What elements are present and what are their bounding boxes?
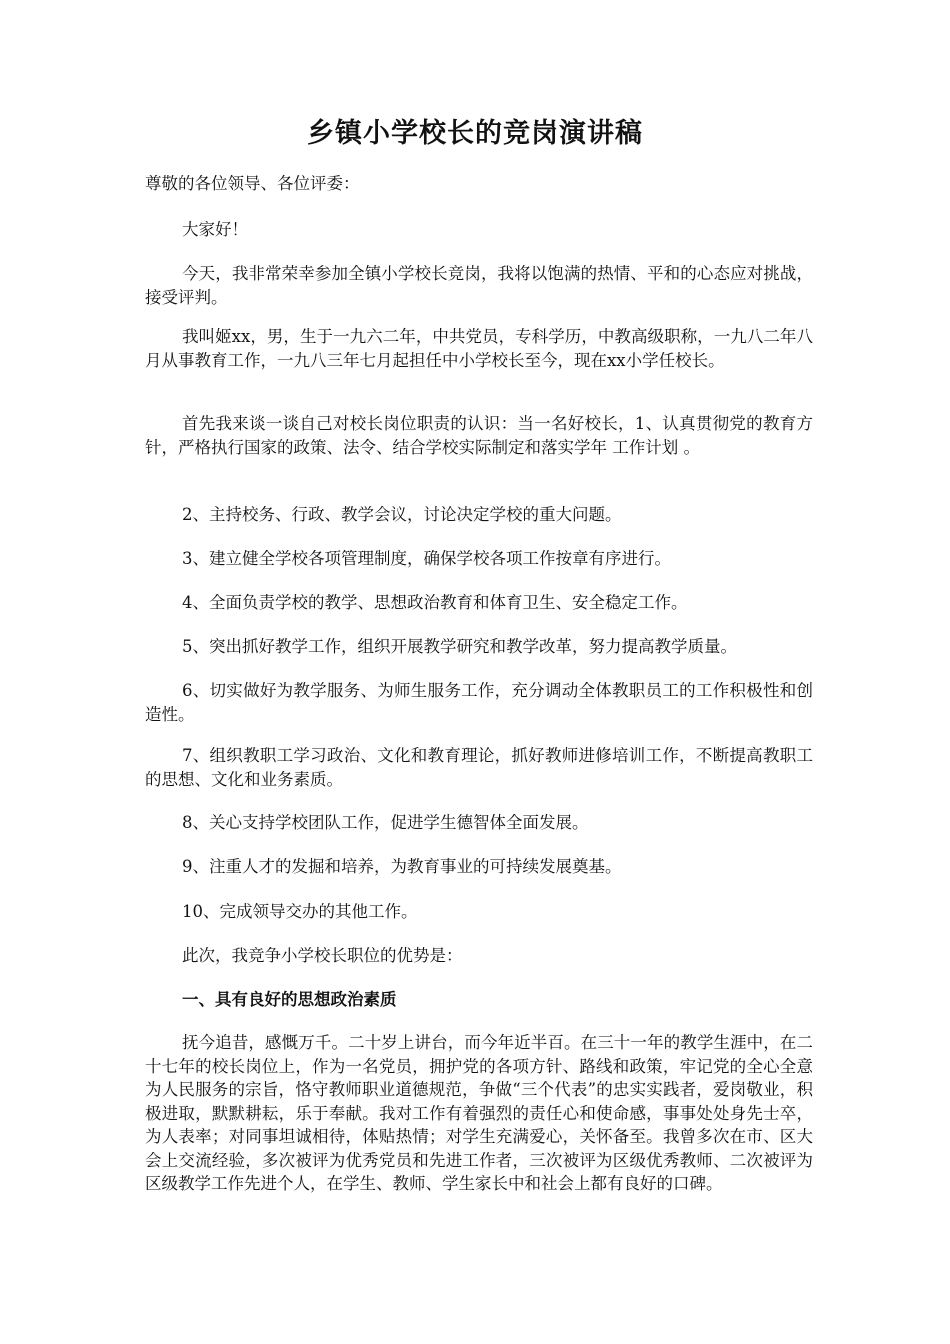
duty-item: 6、切实做好为教学服务、为师生服务工作，充分调动全体教职员工的工作积极性和创造性。 (145, 681, 813, 724)
paragraph-intro: 今天，我非常荣幸参加全镇小学校长竞岗，我将以饱满的热情、平和的心态应对挑战，接受评判。 (145, 264, 813, 307)
paragraph-self-introduction: 我叫姬xx，男，生于一九六二年，中共党员，专科学历，中教高级职称，一九八二年八月从事教育工作，一九八三年七月起担任中小学校长至今，现在xx小学任校长。 (145, 327, 813, 370)
salutation: 尊敬的各位领导、各位评委： (145, 174, 360, 193)
duty-item: 2、主持校务、行政、教学会议，讨论决定学校的重大问题。 (182, 505, 622, 524)
section-heading: 一、具有良好的思想政治素质 (182, 990, 397, 1009)
greeting: 大家好！ (182, 220, 248, 239)
document-title: 乡镇小学校长的竞岗演讲稿 (307, 118, 643, 149)
duty-item: 5、突出抓好教学工作，组织开展教学研究和教学改革，努力提高教学质量。 (182, 637, 737, 656)
duty-item: 4、全面负责学校的教学、思想政治教育和体育卫生、安全稳定工作。 (182, 593, 688, 612)
duty-item: 10、完成领导交办的其他工作。 (182, 902, 418, 921)
section-body: 抚今追昔，感慨万千。二十岁上讲台，而今年近半百。在三十一年的教学生涯中，在二十七年的校长岗位上，作为一名党员，拥护党的各项方针、路线和政策，牢记党的全心全意为人民服务的宗旨，恪守教师职业道德规范，争做“三个代表”的忠实实践者，爱岗敬业，积极进取，默默耕耘，乐于奉献。我对工作有着强烈的责任心和使命感，事事处处身先士卒，为人表率；对同事坦诚相待，体贴热情；对学生充满爱心，关怀备至。我曾多次在市、区大会上交流经验，多次被评为优秀党员和先进工作者，三次被评为区级优秀教师、二次被评为区级教学工作先进个人，在学生、教师、学生家长中和社会上都有良好的口碑。 (145, 1033, 813, 1193)
duty-item: 3、建立健全学校各项管理制度，确保学校各项工作按章有序进行。 (182, 549, 671, 568)
duty-item: 9、注重人才的发掘和培养，为教育事业的可持续发展奠基。 (182, 857, 622, 876)
duty-item: 7、组织教职工学习政治、文化和教育理论，抓好教师进修培训工作，不断提高教职工的思想、文化和业务素质。 (145, 746, 813, 789)
paragraph-advantages-intro: 此次，我竞争小学校长职位的优势是： (182, 946, 463, 965)
duty-item: 8、关心支持学校团队工作，促进学生德智体全面发展。 (182, 813, 589, 832)
paragraph-duties-intro: 首先我来谈一谈自己对校长岗位职责的认识：当一名好校长，1、认真贯彻党的教育方针，严格执行国家的政策、法令、结合学校实际制定和落实学年 工作计划 。 (145, 414, 813, 457)
